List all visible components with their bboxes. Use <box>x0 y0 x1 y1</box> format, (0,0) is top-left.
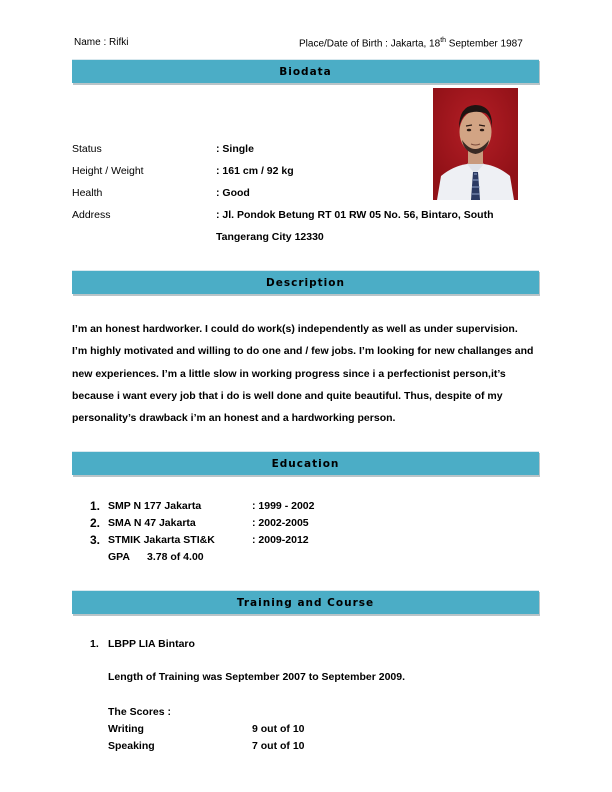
section-education: Education <box>72 451 539 475</box>
status-label: Status <box>72 143 102 155</box>
height-weight-label: Height / Weight <box>72 165 144 177</box>
education-number: 3. <box>90 533 101 547</box>
address-line-2: Tangerang City 12330 <box>216 231 324 243</box>
education-years: : 2002-2005 <box>252 517 309 529</box>
training-number: 1. <box>90 638 99 650</box>
description-line: personality’s drawback i’m an honest and a hardworking person. <box>72 412 396 425</box>
training-length: Length of Training was September 2007 to September 2009. <box>108 671 406 683</box>
gpa-value: 3.78 of 4.00 <box>147 551 204 563</box>
address-line-1: : Jl. Pondok Betung RT 01 RW 05 No. 56, Bintaro, South <box>216 209 494 221</box>
education-school: SMA N 47 Jakarta <box>108 517 196 529</box>
health-value: : Good <box>216 187 250 199</box>
section-training: Training and Course <box>72 590 539 614</box>
gpa-label: GPA <box>108 551 130 563</box>
education-school: SMP N 177 Jakarta <box>108 500 202 512</box>
section-description: Description <box>72 270 539 294</box>
scores-label: The Scores : <box>108 706 172 718</box>
birth-header <box>299 37 523 49</box>
description-paragraph <box>72 318 542 429</box>
score-value: 7 out of 10 <box>252 740 305 752</box>
birth-sup: th <box>440 37 447 44</box>
education-years: : 2009-2012 <box>252 534 309 546</box>
address-label: Address <box>72 209 111 221</box>
birth-suffix: September 1987 <box>446 38 523 50</box>
education-number: 2. <box>90 516 101 530</box>
health-label: Health <box>72 187 103 199</box>
score-skill: Writing <box>108 723 144 735</box>
portrait-image <box>433 88 518 200</box>
education-years: : 1999 - 2002 <box>252 500 315 512</box>
description-line: new experiences. I’m a little slow in working progress since i a perfectionist person,it’s <box>72 367 506 380</box>
training-course: LBPP LIA Bintaro <box>108 638 195 650</box>
height-weight-value: : 161 cm / 92 kg <box>216 165 294 177</box>
section-biodata: Biodata <box>72 59 539 83</box>
description-line: I’m highly motivated and willing to do one and / few jobs. I’m looking for new challanges and <box>72 345 534 358</box>
score-skill: Speaking <box>108 740 155 752</box>
profile-photo <box>433 88 518 200</box>
name-header: Name : Rifki <box>74 37 129 48</box>
education-number: 1. <box>90 499 101 513</box>
score-value: 9 out of 10 <box>252 723 305 735</box>
education-school: STMIK Jakarta STI&K <box>108 534 215 546</box>
birth-prefix: Place/Date of Birth : Jakarta, 18 <box>299 38 441 50</box>
description-line: I’m an honest hardworker. I could do work(s) independently as well as under supervision. <box>72 323 518 335</box>
status-value: : Single <box>216 143 254 155</box>
description-line: because i want every job that i do is well done and quite beautiful. Thus, despite of my <box>72 389 503 402</box>
